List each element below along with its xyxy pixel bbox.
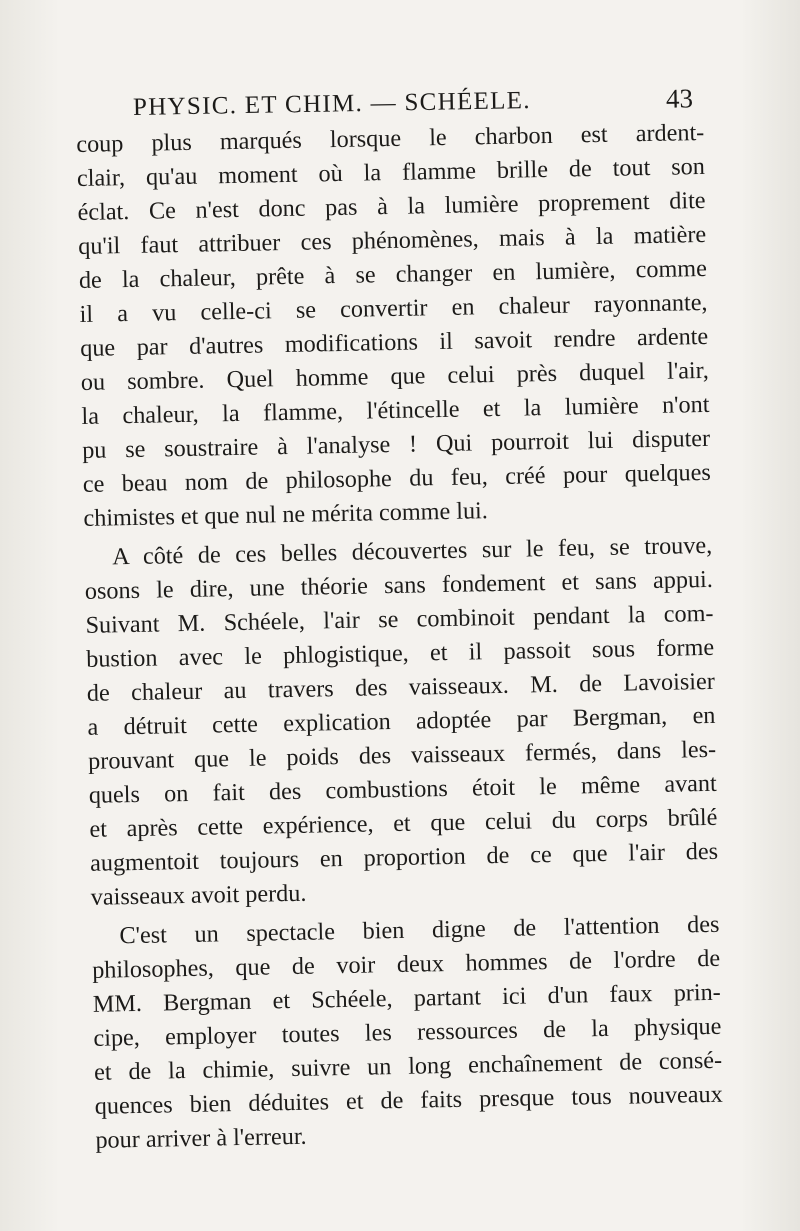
text-line: clair, qu'au moment où la flamme brille de tout son [76, 152, 706, 192]
text-line: vaisseaux avoit perdu. [90, 879, 307, 911]
text-line: et après cette expérience, et que celui du corps brûlé [89, 803, 718, 843]
text-line: bustion avec le phlogistique, et il passoit sous forme [85, 633, 715, 673]
text-line: C'est un spectacle bien digne de l'attention des [119, 910, 720, 950]
text-line: prouvant que le poids des vaisseaux fermés, dans les- [87, 735, 717, 775]
text-line: chimistes et que nul ne mérita comme lui. [83, 497, 489, 532]
text-line: ou sombre. Quel homme que celui près duquel l'air, [80, 356, 710, 396]
text-line: a détruit cette explication adoptée par Bergman, en [87, 701, 716, 741]
text-line: pu se soustraire à l'analyse ! Qui pourroit lui disputer [81, 424, 711, 464]
text-line: il a vu celle-ci se convertir en chaleur rayonnante, [79, 288, 708, 328]
text-line: quels on fait des combustions étoit le même avant [88, 769, 717, 809]
text-line: que par d'autres modifications il savoit rendre ardente [79, 322, 709, 362]
text-line: éclat. Ce n'est donc pas à la lumière proprement dite [77, 186, 706, 226]
text-line: de chaleur au travers des vaisseaux. M. de Lavoisier [86, 667, 715, 707]
text-line: osons le dire, une théorie sans fondement et sans appui. [84, 565, 714, 605]
body-text [76, 116, 724, 1158]
text-line: de la chaleur, prête à se changer en lumière, comme [78, 254, 708, 294]
text-line: coup plus marqués lorsque le charbon est ardent- [76, 118, 705, 158]
text-line: et de la chimie, suivre un long enchaînement de consé- [93, 1046, 723, 1086]
text-line: A côté de ces belles découvertes sur le feu, se trouve, [111, 531, 713, 571]
text-line: ce beau nom de philosophe du feu, créé pour quelques [82, 458, 711, 498]
paragraph-3 [91, 908, 723, 1158]
paragraph-1 [76, 116, 712, 536]
page-number: 43 [665, 83, 694, 114]
text-line: Suivant M. Schéele, l'air se combinoit pendant la com- [85, 599, 714, 639]
text-line: augmentoit toujours en proportion de ce que l'air des [89, 837, 719, 877]
text-line: MM. Bergman et Schéele, partant ici d'un faux prin- [92, 978, 721, 1018]
running-title: PHYSIC. ET CHIM. — SCHÉELE. [132, 87, 532, 121]
text-line: la chaleur, la flamme, l'étincelle et la lumière n'ont [81, 390, 710, 430]
text-line: pour arriver à l'erreur. [95, 1122, 307, 1154]
text-line: cipe, employer toutes les ressources de la physique [93, 1012, 722, 1052]
text-line: philosophes, que de voir deux hommes de l'ordre de [91, 944, 721, 984]
text-line: qu'il faut attribuer ces phénomènes, mais à la matière [78, 220, 707, 260]
text-line: quences bien déduites et de faits presque tous nouveaux [94, 1080, 723, 1120]
paragraph-2 [84, 529, 719, 915]
